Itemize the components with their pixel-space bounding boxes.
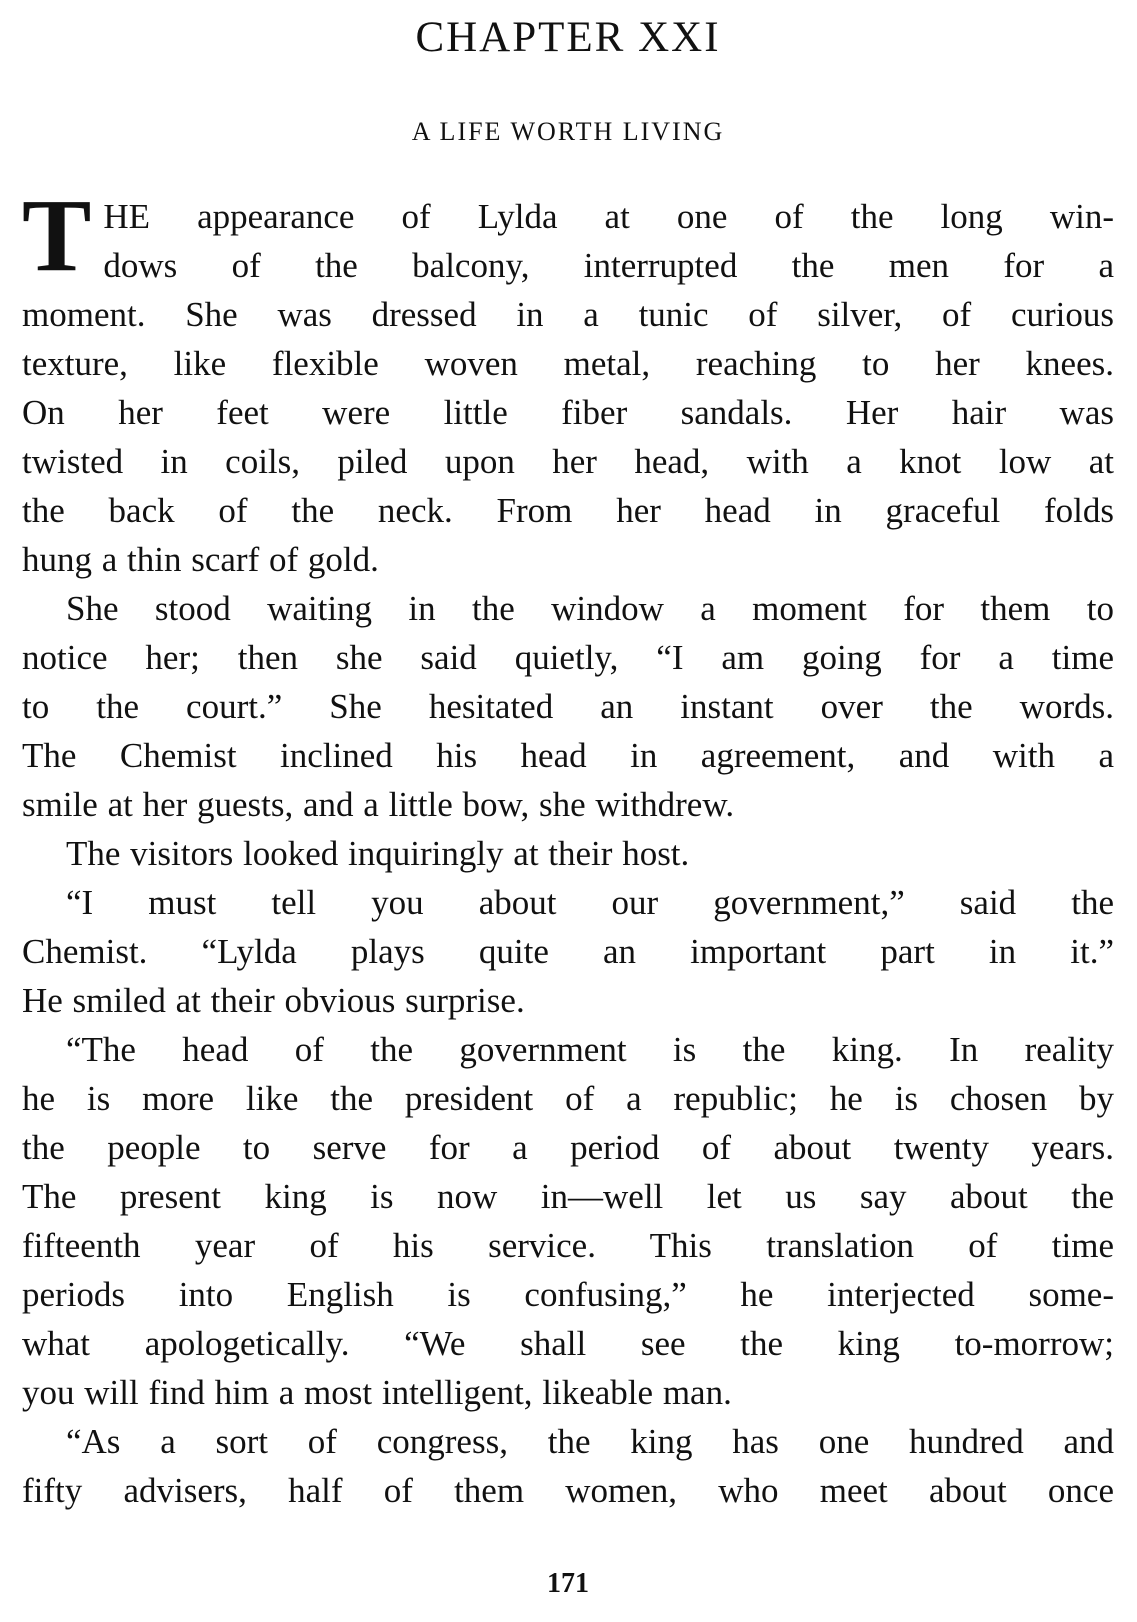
text-line: what apologetically. “We shall see the king to-morrow; xyxy=(22,1324,1114,1363)
paragraph-2 xyxy=(22,584,1114,780)
text-line: “I must tell you about our government,” said the xyxy=(66,883,1114,922)
text-line: “As a sort of congress, the king has one hundred and xyxy=(66,1422,1114,1461)
text-line: moment. She was dressed in a tunic of silver, of curious xyxy=(22,295,1114,334)
book-page xyxy=(22,0,1114,1622)
text-line: He smiled at their obvious surprise. xyxy=(22,981,525,1020)
chapter-title: A LIFE WORTH LIVING xyxy=(411,117,725,146)
text-line: the back of the neck. From her head in graceful folds xyxy=(22,491,1114,530)
text-line: The present king is now in—well let us say about the xyxy=(22,1177,1114,1216)
paragraph-6 xyxy=(22,1417,1114,1515)
paragraph-1 xyxy=(22,178,1114,535)
text-line: “The head of the government is the king. In reality xyxy=(66,1030,1114,1069)
paragraph-3 xyxy=(22,829,1114,878)
text-line: you will find him a most intelligent, likeable man. xyxy=(22,1373,732,1412)
text-line: fifteenth year of his service. This translation of time xyxy=(22,1226,1114,1265)
text-line: notice her; then she said quietly, “I am going for a time xyxy=(22,638,1114,677)
paragraph-2-end xyxy=(22,780,1114,829)
text-line: texture, like flexible woven metal, reaching to her knees. xyxy=(22,344,1114,383)
text-line: Chemist. “Lylda plays quite an important part in it.” xyxy=(22,932,1114,971)
chapter-number: CHAPTER XXI xyxy=(415,14,721,61)
page-number: 171 xyxy=(547,1568,589,1599)
text-line: HE appearance of Lylda at one of the long win- xyxy=(103,197,1114,236)
text-line: On her feet were little fiber sandals. Her hair was xyxy=(22,393,1114,432)
text-line: twisted in coils, piled upon her head, with a knot low at xyxy=(22,442,1114,481)
text-line: The Chemist inclined his head in agreement, and with a xyxy=(22,736,1114,775)
body-text xyxy=(22,178,1114,1515)
text-line: dows of the balcony, interrupted the men for a xyxy=(103,246,1114,285)
text-line: the people to serve for a period of about twenty years. xyxy=(22,1128,1114,1167)
text-line: She stood waiting in the window a moment for them to xyxy=(66,589,1114,628)
text-line: to the court.” She hesitated an instant over the words. xyxy=(22,687,1114,726)
text-line: hung a thin scarf of gold. xyxy=(22,540,379,579)
paragraph-5 xyxy=(22,1025,1114,1368)
paragraph-4 xyxy=(22,878,1114,976)
text-line: he is more like the president of a republic; he is chosen by xyxy=(22,1079,1114,1118)
text-line: The visitors looked inquiringly at their host. xyxy=(66,834,690,873)
paragraph-5-end xyxy=(22,1368,1114,1417)
text-line: smile at her guests, and a little bow, she withdrew. xyxy=(22,785,735,824)
paragraph-4-end xyxy=(22,976,1114,1025)
text-line: fifty advisers, half of them women, who meet about once xyxy=(22,1471,1114,1510)
drop-cap: T xyxy=(22,178,92,293)
text-line: periods into English is confusing,” he interjected some- xyxy=(22,1275,1114,1314)
paragraph-1-end xyxy=(22,535,1114,584)
